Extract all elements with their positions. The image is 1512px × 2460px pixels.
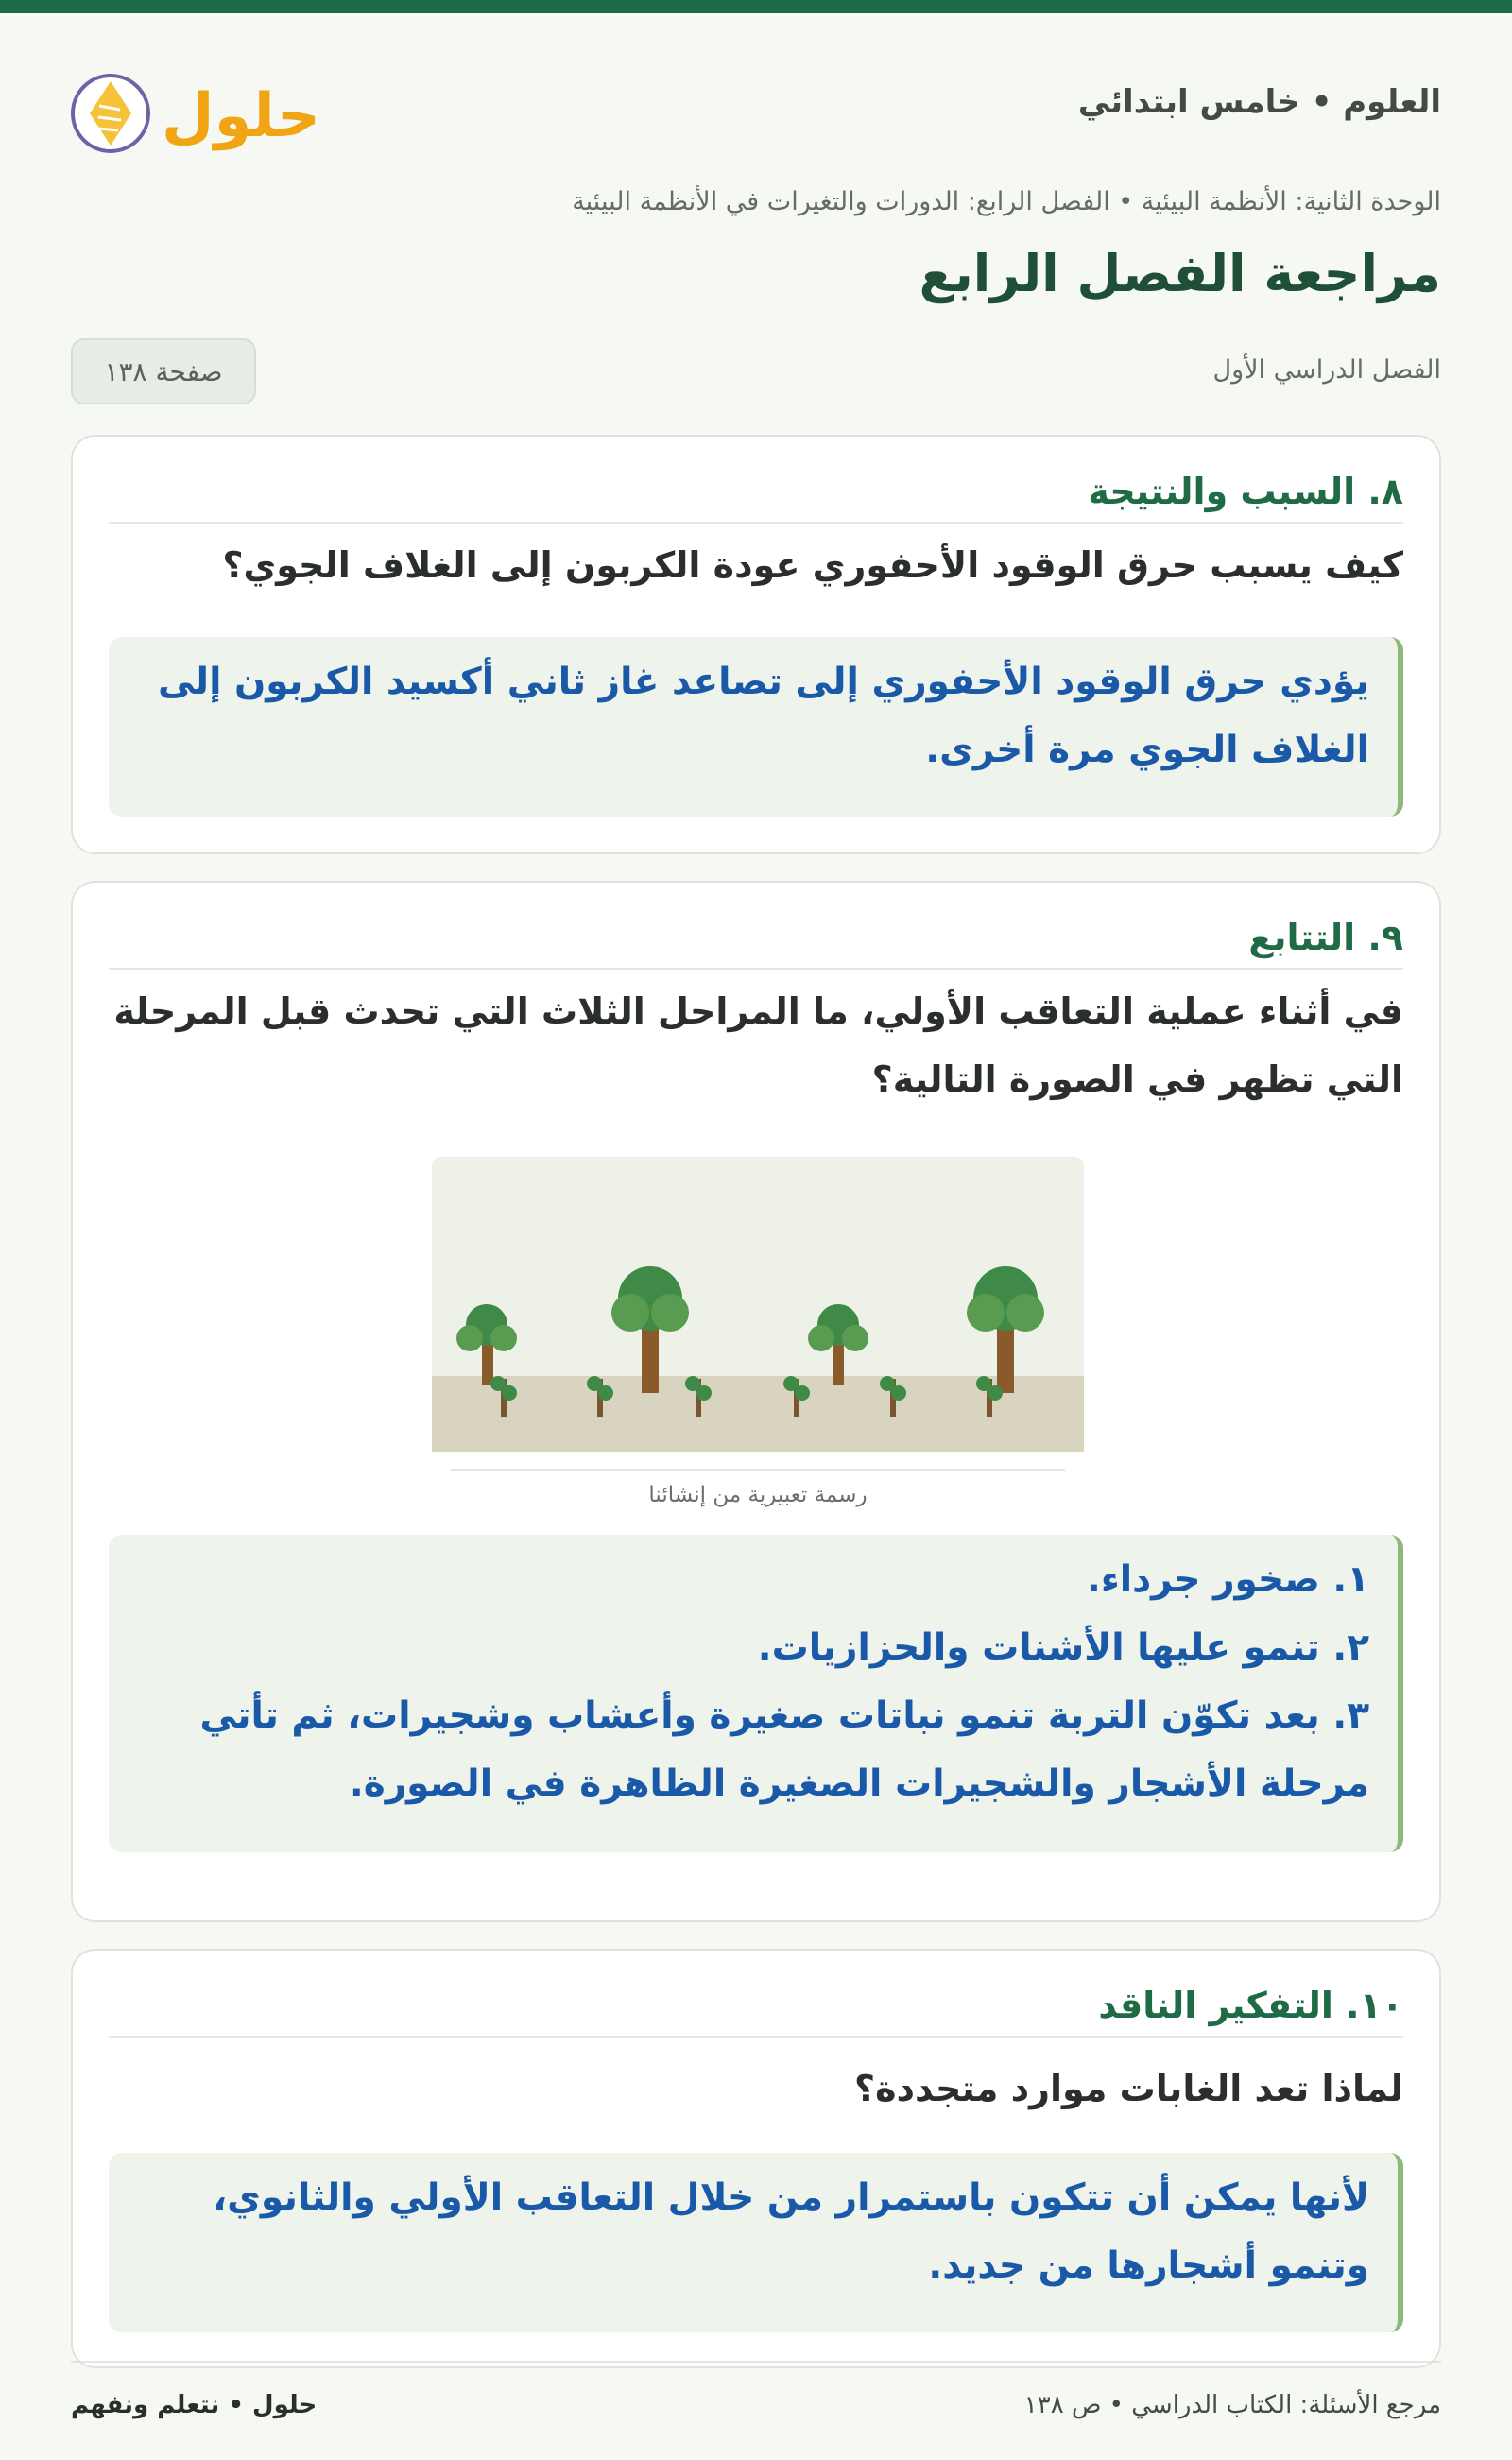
question-card-8 [71, 435, 1441, 854]
forest-illustration [432, 1157, 1084, 1452]
answer-line: وتنمو أشجارها من جديد. [928, 2245, 1369, 2287]
figure-divider [451, 1469, 1065, 1471]
term-label: الفصل الدراسي الأول [1212, 355, 1441, 385]
breadcrumb: الوحدة الثانية: الأنظمة البيئية • الفصل الرابع: الدورات والتغيرات في الأنظمة البيئية [572, 187, 1441, 216]
logo-text: حلول [162, 81, 320, 151]
answer-line: الغلاف الجوي مرة أخرى. [925, 729, 1369, 771]
question-text: كيف يسبب حرق الوقود الأحفوري عودة الكربون إلى الغلاف الجوي؟ [222, 544, 1403, 586]
page-title: مراجعة الفصل الرابع [919, 244, 1441, 303]
card-header [109, 467, 1403, 524]
question-title: ٩. التتابع [1248, 917, 1403, 958]
footer [71, 2361, 1441, 2429]
figure-caption: رسمة تعبيرية من إنشائنا [648, 1483, 868, 1507]
question-card-9 [71, 881, 1441, 1922]
question-text [109, 977, 1403, 1113]
footer-reference: مرجع الأسئلة: الكتاب الدراسي • ص ١٣٨ [1023, 2391, 1441, 2419]
answer-box [109, 2153, 1403, 2332]
answer-box [109, 637, 1403, 817]
question-title: ٨. السبب والنتيجة [1088, 471, 1403, 512]
answer-line: لأنها يمكن أن تتكون باستمرار من خلال التعاقب الأولي والثانوي، [213, 2176, 1369, 2219]
question-text: لماذا تعد الغابات موارد متجددة؟ [854, 2068, 1403, 2109]
question-title: ١٠. التفكير الناقد [1098, 1985, 1403, 2026]
card-header [109, 913, 1403, 970]
answer-line: يؤدي حرق الوقود الأحفوري إلى تصاعد غاز ثاني أكسيد الكربون إلى [157, 661, 1369, 703]
question-card-10 [71, 1949, 1441, 2368]
succession-figure [432, 1157, 1084, 1516]
answer-line: ٣. بعد تكوّن التربة تنمو نباتات صغيرة وأعشاب وشجيرات، ثم تأتي [199, 1694, 1369, 1737]
page-badge: صفحة ١٣٨ [71, 338, 256, 404]
hulul-logo [71, 60, 326, 164]
page [71, 38, 1441, 2287]
question-line: التي تظهر في الصورة التالية؟ [871, 1058, 1403, 1100]
footer-brand: حلول • نتعلم ونفهم [71, 2391, 318, 2419]
answer-line: ١. صخور جرداء. [1087, 1558, 1369, 1601]
header [71, 38, 1441, 180]
question-line: في أثناء عملية التعاقب الأولي، ما المراحل الثلاث التي تحدث قبل المرحلة [113, 990, 1403, 1032]
subject-label: العلوم • خامس ابتدائي [1077, 83, 1441, 121]
answer-line: ٢. تنمو عليها الأشنات والحزازيات. [757, 1626, 1369, 1669]
card-header [109, 1981, 1403, 2038]
answer-box [109, 1535, 1403, 1852]
answer-line: مرحلة الأشجار والشجيرات الصغيرة الظاهرة في الصورة. [349, 1763, 1369, 1805]
top-accent-bar [0, 0, 1512, 13]
